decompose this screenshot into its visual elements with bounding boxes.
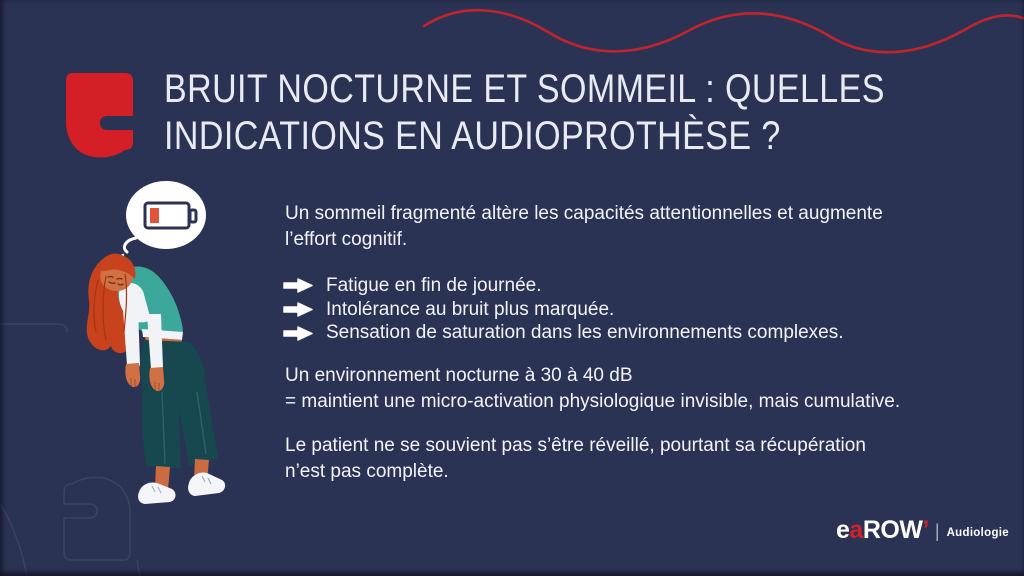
bullet-list bbox=[283, 274, 844, 345]
logo-apostrophe: ’ bbox=[922, 516, 929, 544]
sneakers bbox=[138, 473, 225, 504]
bullet-item bbox=[283, 274, 844, 298]
logo-letters-row: ROW bbox=[862, 516, 923, 544]
arrow-right-icon bbox=[283, 278, 313, 293]
intro-paragraph bbox=[285, 201, 883, 253]
title-line-2: INDICATIONS EN AUDIOPROTHÈSE ? bbox=[164, 114, 781, 158]
environment-line-2: = maintient une micro-activation physiologique invisible, mais cumulative. bbox=[285, 391, 901, 412]
patient-paragraph bbox=[285, 433, 866, 485]
bullet-item bbox=[283, 322, 844, 346]
logo-letter-a: a bbox=[849, 516, 863, 544]
bullet-item bbox=[283, 298, 844, 322]
environment-line-1: Un environnement nocturne à 30 à 40 dB bbox=[285, 365, 633, 386]
title-line-1: BRUIT NOCTURNE ET SOMMEIL : QUELLES bbox=[164, 67, 885, 111]
bullet-label: Intolérance au bruit plus marquée. bbox=[326, 298, 615, 320]
patient-line-2: n’est pas complète. bbox=[285, 461, 449, 482]
arrow-right-icon bbox=[283, 302, 313, 317]
page-title bbox=[164, 66, 885, 160]
logo-divider: | bbox=[934, 520, 940, 541]
intro-line-1: Un sommeil fragmenté altère les capacités attentionnelles et augmente bbox=[285, 203, 883, 224]
outline-arc bbox=[0, 504, 27, 576]
battery-low-icon bbox=[145, 203, 196, 228]
bullet-label: Sensation de saturation dans les environnements complexes. bbox=[326, 322, 844, 344]
wave-line-icon bbox=[0, 0, 1024, 70]
patient-line-1: Le patient ne se souvient pas s’être réveillé, pourtant sa récupération bbox=[285, 435, 866, 456]
brand-logo bbox=[836, 516, 1009, 544]
arrow-right-icon bbox=[283, 326, 313, 341]
logo-letter-e: e bbox=[836, 516, 850, 544]
environment-paragraph bbox=[285, 363, 900, 415]
brand-wordmark bbox=[836, 516, 929, 544]
logo-tagline: Audiologie bbox=[946, 527, 1009, 539]
bullet-label: Fatigue en fin de journée. bbox=[326, 274, 542, 296]
tired-person-illustration bbox=[40, 240, 250, 576]
intro-line-2: l’effort cognitif. bbox=[285, 229, 408, 250]
quote-mark-icon bbox=[66, 73, 134, 161]
